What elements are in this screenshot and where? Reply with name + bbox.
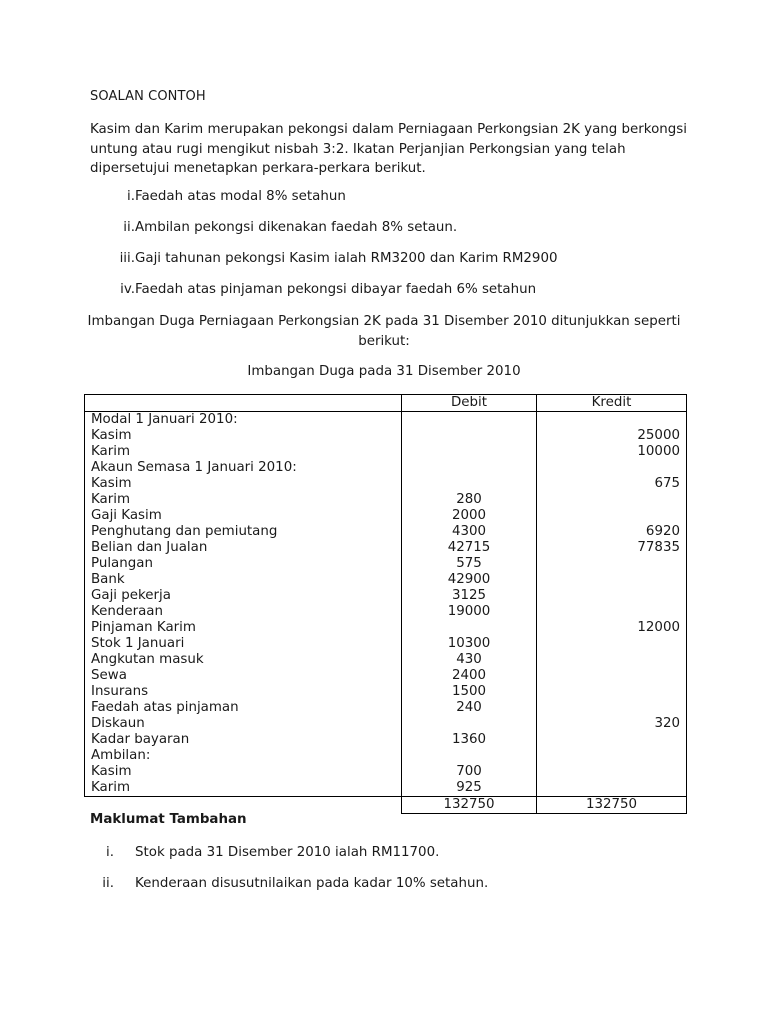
additional-info-number: i. [106, 845, 114, 860]
table-row [85, 636, 687, 652]
term-number: ii. [123, 220, 135, 235]
row-credit: 25000 [537, 428, 687, 444]
row-credit [537, 572, 687, 588]
document-heading: SOALAN CONTOH [90, 89, 206, 104]
header-item [85, 395, 402, 412]
row-debit: 42900 [402, 572, 537, 588]
row-credit [537, 764, 687, 780]
table-row [85, 444, 687, 460]
term-text: Faedah atas modal 8% setahun [135, 189, 346, 204]
term-text: Faedah atas pinjaman pekongsi dibayar faedah 6% setahun [135, 282, 537, 297]
row-credit [537, 604, 687, 620]
row-item: Kadar bayaran [85, 732, 402, 748]
table-row [85, 476, 687, 492]
row-item: Kasim [85, 764, 402, 780]
row-credit: 675 [537, 476, 687, 492]
table-row [85, 556, 687, 572]
row-item: Kasim [85, 476, 402, 492]
row-debit: 2400 [402, 668, 537, 684]
row-credit [537, 588, 687, 604]
row-credit: 10000 [537, 444, 687, 460]
table-row [85, 524, 687, 540]
row-item: Angkutan masuk [85, 652, 402, 668]
row-debit: 430 [402, 652, 537, 668]
row-debit: 42715 [402, 540, 537, 556]
row-credit [537, 684, 687, 700]
row-credit: 77835 [537, 540, 687, 556]
row-debit [402, 428, 537, 444]
row-debit [402, 716, 537, 732]
table-row [85, 620, 687, 636]
table-row [85, 700, 687, 716]
row-debit: 575 [402, 556, 537, 572]
term-number: iv. [120, 282, 135, 297]
row-credit [537, 492, 687, 508]
row-item: Penghutang dan pemiutang [85, 524, 402, 540]
row-credit [537, 508, 687, 524]
table-row [85, 428, 687, 444]
table-row [85, 460, 687, 476]
term-number: iii. [119, 251, 135, 266]
table-row [85, 572, 687, 588]
row-debit: 240 [402, 700, 537, 716]
row-debit: 3125 [402, 588, 537, 604]
table-row [85, 652, 687, 668]
row-item: Karim [85, 444, 402, 460]
table-row [85, 604, 687, 620]
row-item: Gaji pekerja [85, 588, 402, 604]
row-item: Diskaun [85, 716, 402, 732]
row-credit [537, 460, 687, 476]
row-item: Ambilan: [85, 748, 402, 764]
table-row [85, 732, 687, 748]
row-debit [402, 476, 537, 492]
row-credit: 6920 [537, 524, 687, 540]
total-label-cell [85, 797, 402, 814]
table-row [85, 716, 687, 732]
row-debit: 280 [402, 492, 537, 508]
table-total-row [85, 797, 687, 814]
row-credit: 12000 [537, 620, 687, 636]
additional-info-title: Maklumat Tambahan [90, 812, 247, 827]
term-item [90, 249, 690, 280]
additional-info-item [90, 843, 690, 874]
row-debit: 10300 [402, 636, 537, 652]
header-credit: Kredit [537, 395, 687, 412]
row-debit [402, 620, 537, 636]
row-credit: 320 [537, 716, 687, 732]
total-debit: 132750 [402, 797, 537, 814]
row-debit [402, 748, 537, 764]
row-item: Bank [85, 572, 402, 588]
row-debit: 1500 [402, 684, 537, 700]
row-item: Karim [85, 492, 402, 508]
row-item: Sewa [85, 668, 402, 684]
trial-balance-body [85, 395, 687, 814]
row-item: Gaji Kasim [85, 508, 402, 524]
row-item: Pulangan [85, 556, 402, 572]
row-item: Kasim [85, 428, 402, 444]
table-row [85, 684, 687, 700]
row-debit: 700 [402, 764, 537, 780]
row-debit: 925 [402, 780, 537, 797]
trial-balance-table [84, 394, 687, 814]
row-item: Insurans [85, 684, 402, 700]
term-text: Ambilan pekongsi dikenakan faedah 8% setaun. [135, 220, 458, 235]
additional-info-item [90, 874, 690, 905]
row-credit [537, 652, 687, 668]
table-row [85, 508, 687, 524]
term-item [90, 280, 690, 311]
term-text: Gaji tahunan pekongsi Kasim ialah RM3200 dan Karim RM2900 [135, 251, 558, 266]
row-credit [537, 732, 687, 748]
row-credit [537, 668, 687, 684]
row-credit [537, 748, 687, 764]
table-row [85, 748, 687, 764]
row-debit [402, 412, 537, 429]
row-item: Karim [85, 780, 402, 797]
row-item: Stok 1 Januari [85, 636, 402, 652]
additional-info-list [90, 843, 690, 905]
row-item: Akaun Semasa 1 Januari 2010: [85, 460, 402, 476]
row-debit: 2000 [402, 508, 537, 524]
table-row [85, 764, 687, 780]
row-credit [537, 556, 687, 572]
intro-paragraph: Kasim dan Karim merupakan pekongsi dalam Perniagaan Perkongsian 2K yang berkongsi untung atau rugi mengikut nisbah 3:2. Ikatan Perjanjian Perkongsian yang telah dipersetujui menetapkan perkara-perkara berikut. [90, 122, 687, 176]
partnership-terms-list [90, 187, 690, 311]
term-item [90, 218, 690, 249]
row-debit [402, 460, 537, 476]
row-credit [537, 412, 687, 429]
table-row [85, 668, 687, 684]
row-debit [402, 444, 537, 460]
row-item: Faedah atas pinjaman [85, 700, 402, 716]
row-credit [537, 636, 687, 652]
term-item [90, 187, 690, 218]
trial-balance-title: Imbangan Duga pada 31 Disember 2010 [247, 364, 521, 379]
table-row [85, 412, 687, 429]
table-row [85, 588, 687, 604]
header-debit: Debit [402, 395, 537, 412]
row-credit [537, 700, 687, 716]
row-item: Pinjaman Karim [85, 620, 402, 636]
trial-balance-caption: Imbangan Duga Perniagaan Perkongsian 2K pada 31 Disember 2010 ditunjukkan seperti berikut: [87, 314, 681, 349]
row-item: Belian dan Jualan [85, 540, 402, 556]
row-debit: 4300 [402, 524, 537, 540]
table-row [85, 492, 687, 508]
table-row [85, 780, 687, 797]
row-debit: 1360 [402, 732, 537, 748]
total-credit: 132750 [537, 797, 687, 814]
additional-info-number: ii. [102, 876, 114, 891]
table-header-row [85, 395, 687, 412]
table-row [85, 540, 687, 556]
row-credit [537, 780, 687, 797]
additional-info-text: Kenderaan disusutnilaikan pada kadar 10% setahun. [135, 876, 489, 891]
row-debit: 19000 [402, 604, 537, 620]
additional-info-text: Stok pada 31 Disember 2010 ialah RM11700. [135, 845, 440, 860]
row-item: Kenderaan [85, 604, 402, 620]
term-number: i. [127, 189, 135, 204]
row-item: Modal 1 Januari 2010: [85, 412, 402, 429]
